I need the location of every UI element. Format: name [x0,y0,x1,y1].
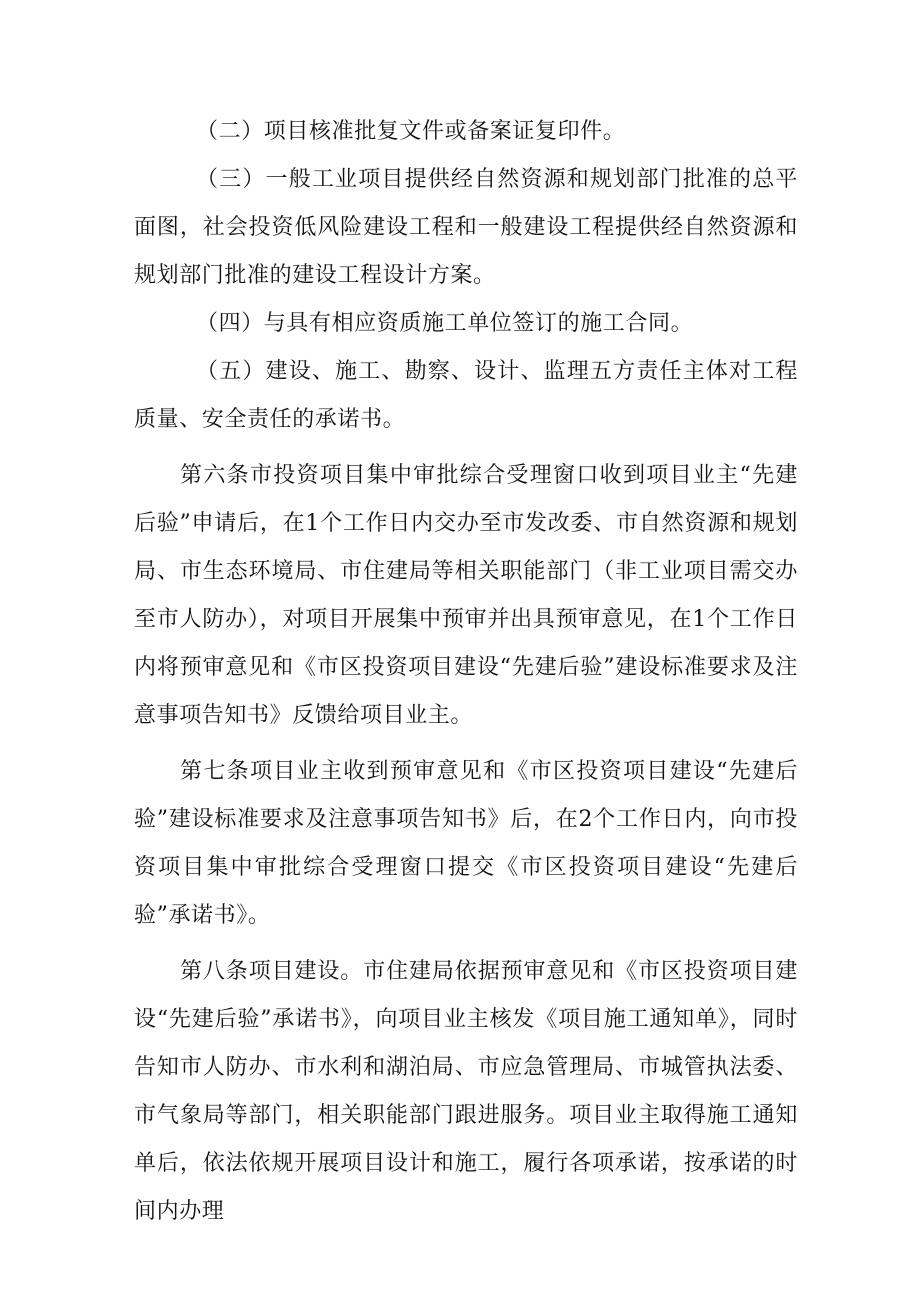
paragraph-item-2: （二）项目核准批复文件或备案证复印件。 [196,119,626,144]
article-6-paragraph: 第六条市投资项目集中审批综合受理窗口收到项目业主“先建后验”申请后，在1个工作日内交办至市发改委、市自然资源和规划局、市生态环境局、市住建局等相关职能部门（非工业项目需交办至市人防办），对项目开展集中预审并出具预审意见，在1个工作日内将预审意见和《市区投资项目建设“先建后验”建设标准要求及注意事项告知书》反馈给项目业主。 [134,463,798,728]
paragraph-item-3: （三）一般工业项目提供经自然资源和规划部门批准的总平面图，社会投资低风险建设工程和一般建设工程提供经自然资源和规划部门批准的建设工程设计方案。 [134,167,798,288]
document-body [134,108,798,1236]
paragraph-item-4: （四）与具有相应资质施工单位签订的施工合同。 [196,311,694,336]
article-7-paragraph: 第七条项目业主收到预审意见和《市区投资项目建设“先建后验”建设标准要求及注意事项告知书》后，在2个工作日内，向市投资项目集中审批综合受理窗口提交《市区投资项目建设“先建后验”承诺书》。 [134,759,798,928]
article-8-paragraph: 第八条项目建设。市住建局依据预审意见和《市区投资项目建设“先建后验”承诺书》，向项目业主核发《项目施工通知单》，同时告知市人防办、市水利和湖泊局、市应急管理局、市城管执法委、市气象局等部门，相关职能部门跟进服务。项目业主取得施工通知单后，依法依规开展项目设计和施工，履行各项承诺，按承诺的时间内办理 [134,959,798,1224]
paragraph-item-5: （五）建设、施工、勘察、设计、监理五方责任主体对工程质量、安全责任的承诺书。 [134,359,798,432]
